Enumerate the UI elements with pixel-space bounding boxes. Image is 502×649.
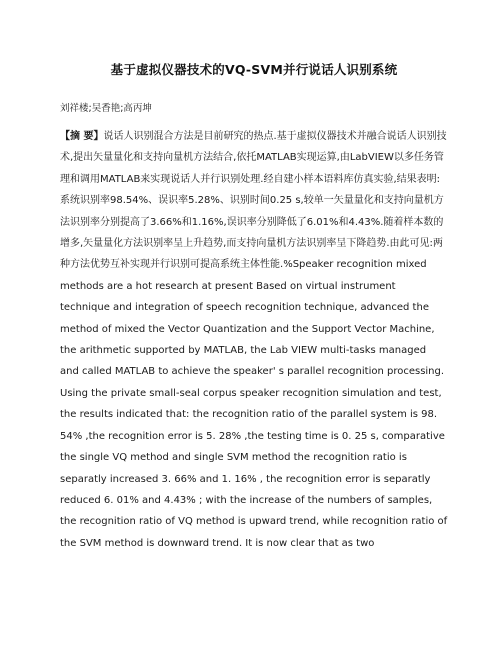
paper-authors: 刘祥楼;吴香艳;高丙坤 bbox=[60, 103, 152, 114]
abstract-label: 【摘 要】 bbox=[60, 131, 104, 142]
abstract-english: %Speaker recognition mixed methods are a hot research at present Based on virtual instrument technique and integration of speech recognition technique, advanced the method of mixed the Vector Quantization and the Support Vector Machine, the arithmetic supported by MATLAB, the Lab VIEW multi-tasks managed and called MATLAB to achieve the speaker' s parallel recognition processing. Using the private small-seal corpus speaker recognition simulation and test, the results indicated that: the recognition ratio of the parallel system is 98. 54% ,the recognition error is 5. 28% ,the testing time is 0. 25 s, comparative the single VQ method and single SVM method the recognition ratio is separatly increased 3. 66% and 1. 16% , the recognition error is separatly reduced 6. 01% and 4.43% ; with the increase of the numbers of samples, the recognition ratio of VQ method is upward trend, while recognition ratio of the SVM method is downward trend. It is now clear that as two bbox=[60, 259, 448, 549]
paper-title: 基于虚拟仪器技术的VQ-SVM并行说话人识别系统 bbox=[110, 62, 398, 77]
abstract-paragraph bbox=[60, 126, 448, 554]
abstract-chinese: 说话人识别混合方法是目前研究的热点.基于虚拟仪器技术并融合说话人识别技术,提出矢量量化和支持向量机方法结合,依托MATLAB实现运算,由LabVIEW以多任务管理和调用MATLAB来实现说话人并行识别处理.经自建小样本语料库仿真实验,结果表明:系统识别率98.54%、误识率5.28%、识别时间0.25 s,较单一矢量量化和支持向量机方法识别率分别提高了3.66%和1.16%,误识率分别降低了6.01%和4.43%.随着样本数的增多,矢量量化方法识别率呈上升趋势,而支持向量机方法识别率呈下降趋势.由此可见:两种方法优势互补实现并行识别可提高系统主体性能. bbox=[60, 131, 447, 271]
